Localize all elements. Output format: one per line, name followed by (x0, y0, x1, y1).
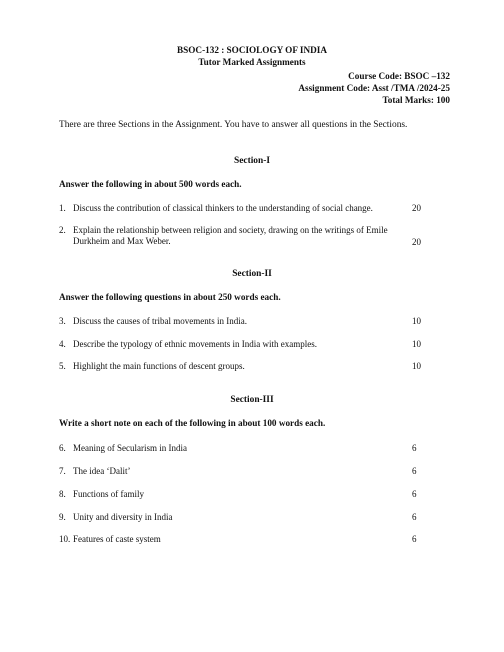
section-instruction: Answer the following questions in about 250 words each. (59, 292, 281, 302)
document-title: BSOC-132 : SOCIOLOGY OF INDIA (177, 45, 327, 55)
question-item (59, 443, 404, 454)
question-number: 8. (59, 489, 66, 499)
assignment-code: Assignment Code: Asst /TMA /2024-25 (298, 83, 450, 93)
intro-text: There are three Sections in the Assignment. You have to answer all questions in the Sections. (59, 120, 408, 130)
section-instruction: Answer the following in about 500 words each. (59, 179, 242, 189)
total-marks: Total Marks: 100 (382, 95, 450, 105)
question-text: Unity and diversity in India (73, 512, 173, 522)
question-number: 6. (59, 443, 66, 453)
question-item (59, 534, 404, 545)
question-text: Meaning of Secularism in India (73, 443, 187, 453)
question-text: Discuss the contribution of classical thinkers to the understanding of social change. (73, 203, 373, 213)
question-marks: 6 (412, 443, 417, 453)
question-number: 9. (59, 512, 66, 522)
question-number: 3. (59, 316, 66, 326)
question-text: Discuss the causes of tribal movements in India. (73, 316, 247, 326)
question-text: Features of caste system (73, 534, 161, 544)
question-number: 1. (59, 203, 66, 213)
question-number: 2. (59, 225, 66, 235)
question-marks: 10 (412, 316, 421, 326)
question-item (59, 203, 404, 214)
question-text: Highlight the main functions of descent groups. (73, 361, 245, 371)
question-item (59, 512, 404, 523)
question-number: 10. (59, 534, 71, 544)
question-item (59, 361, 404, 372)
section-instruction: Write a short note on each of the following in about 100 words each. (59, 418, 326, 428)
question-marks: 10 (412, 361, 421, 371)
question-marks: 6 (412, 466, 417, 476)
question-marks: 6 (412, 534, 417, 544)
question-text: Describe the typology of ethnic movements in India with examples. (73, 339, 317, 349)
question-marks: 6 (412, 512, 417, 522)
question-item (59, 316, 404, 327)
question-marks: 10 (412, 339, 421, 349)
question-number: 5. (59, 361, 66, 371)
section-heading: Section-II (232, 269, 272, 279)
question-marks: 6 (412, 489, 417, 499)
question-number: 4. (59, 339, 66, 349)
question-item (59, 466, 404, 477)
document-subtitle: Tutor Marked Assignments (198, 57, 306, 67)
question-marks: 20 (412, 237, 421, 247)
section-heading: Section-III (230, 395, 274, 405)
course-code: Course Code: BSOC –132 (348, 71, 450, 81)
question-item (59, 225, 404, 247)
question-text: Explain the relationship between religion and society, drawing on the writings of Emile Durkheim and Max Weber. (73, 225, 388, 246)
question-text: The idea ‘Dalit’ (73, 466, 131, 476)
question-number: 7. (59, 466, 66, 476)
question-marks: 20 (412, 203, 421, 213)
question-item (59, 339, 404, 350)
question-text: Functions of family (73, 489, 144, 499)
question-item (59, 489, 404, 500)
section-heading: Section-I (234, 156, 270, 166)
